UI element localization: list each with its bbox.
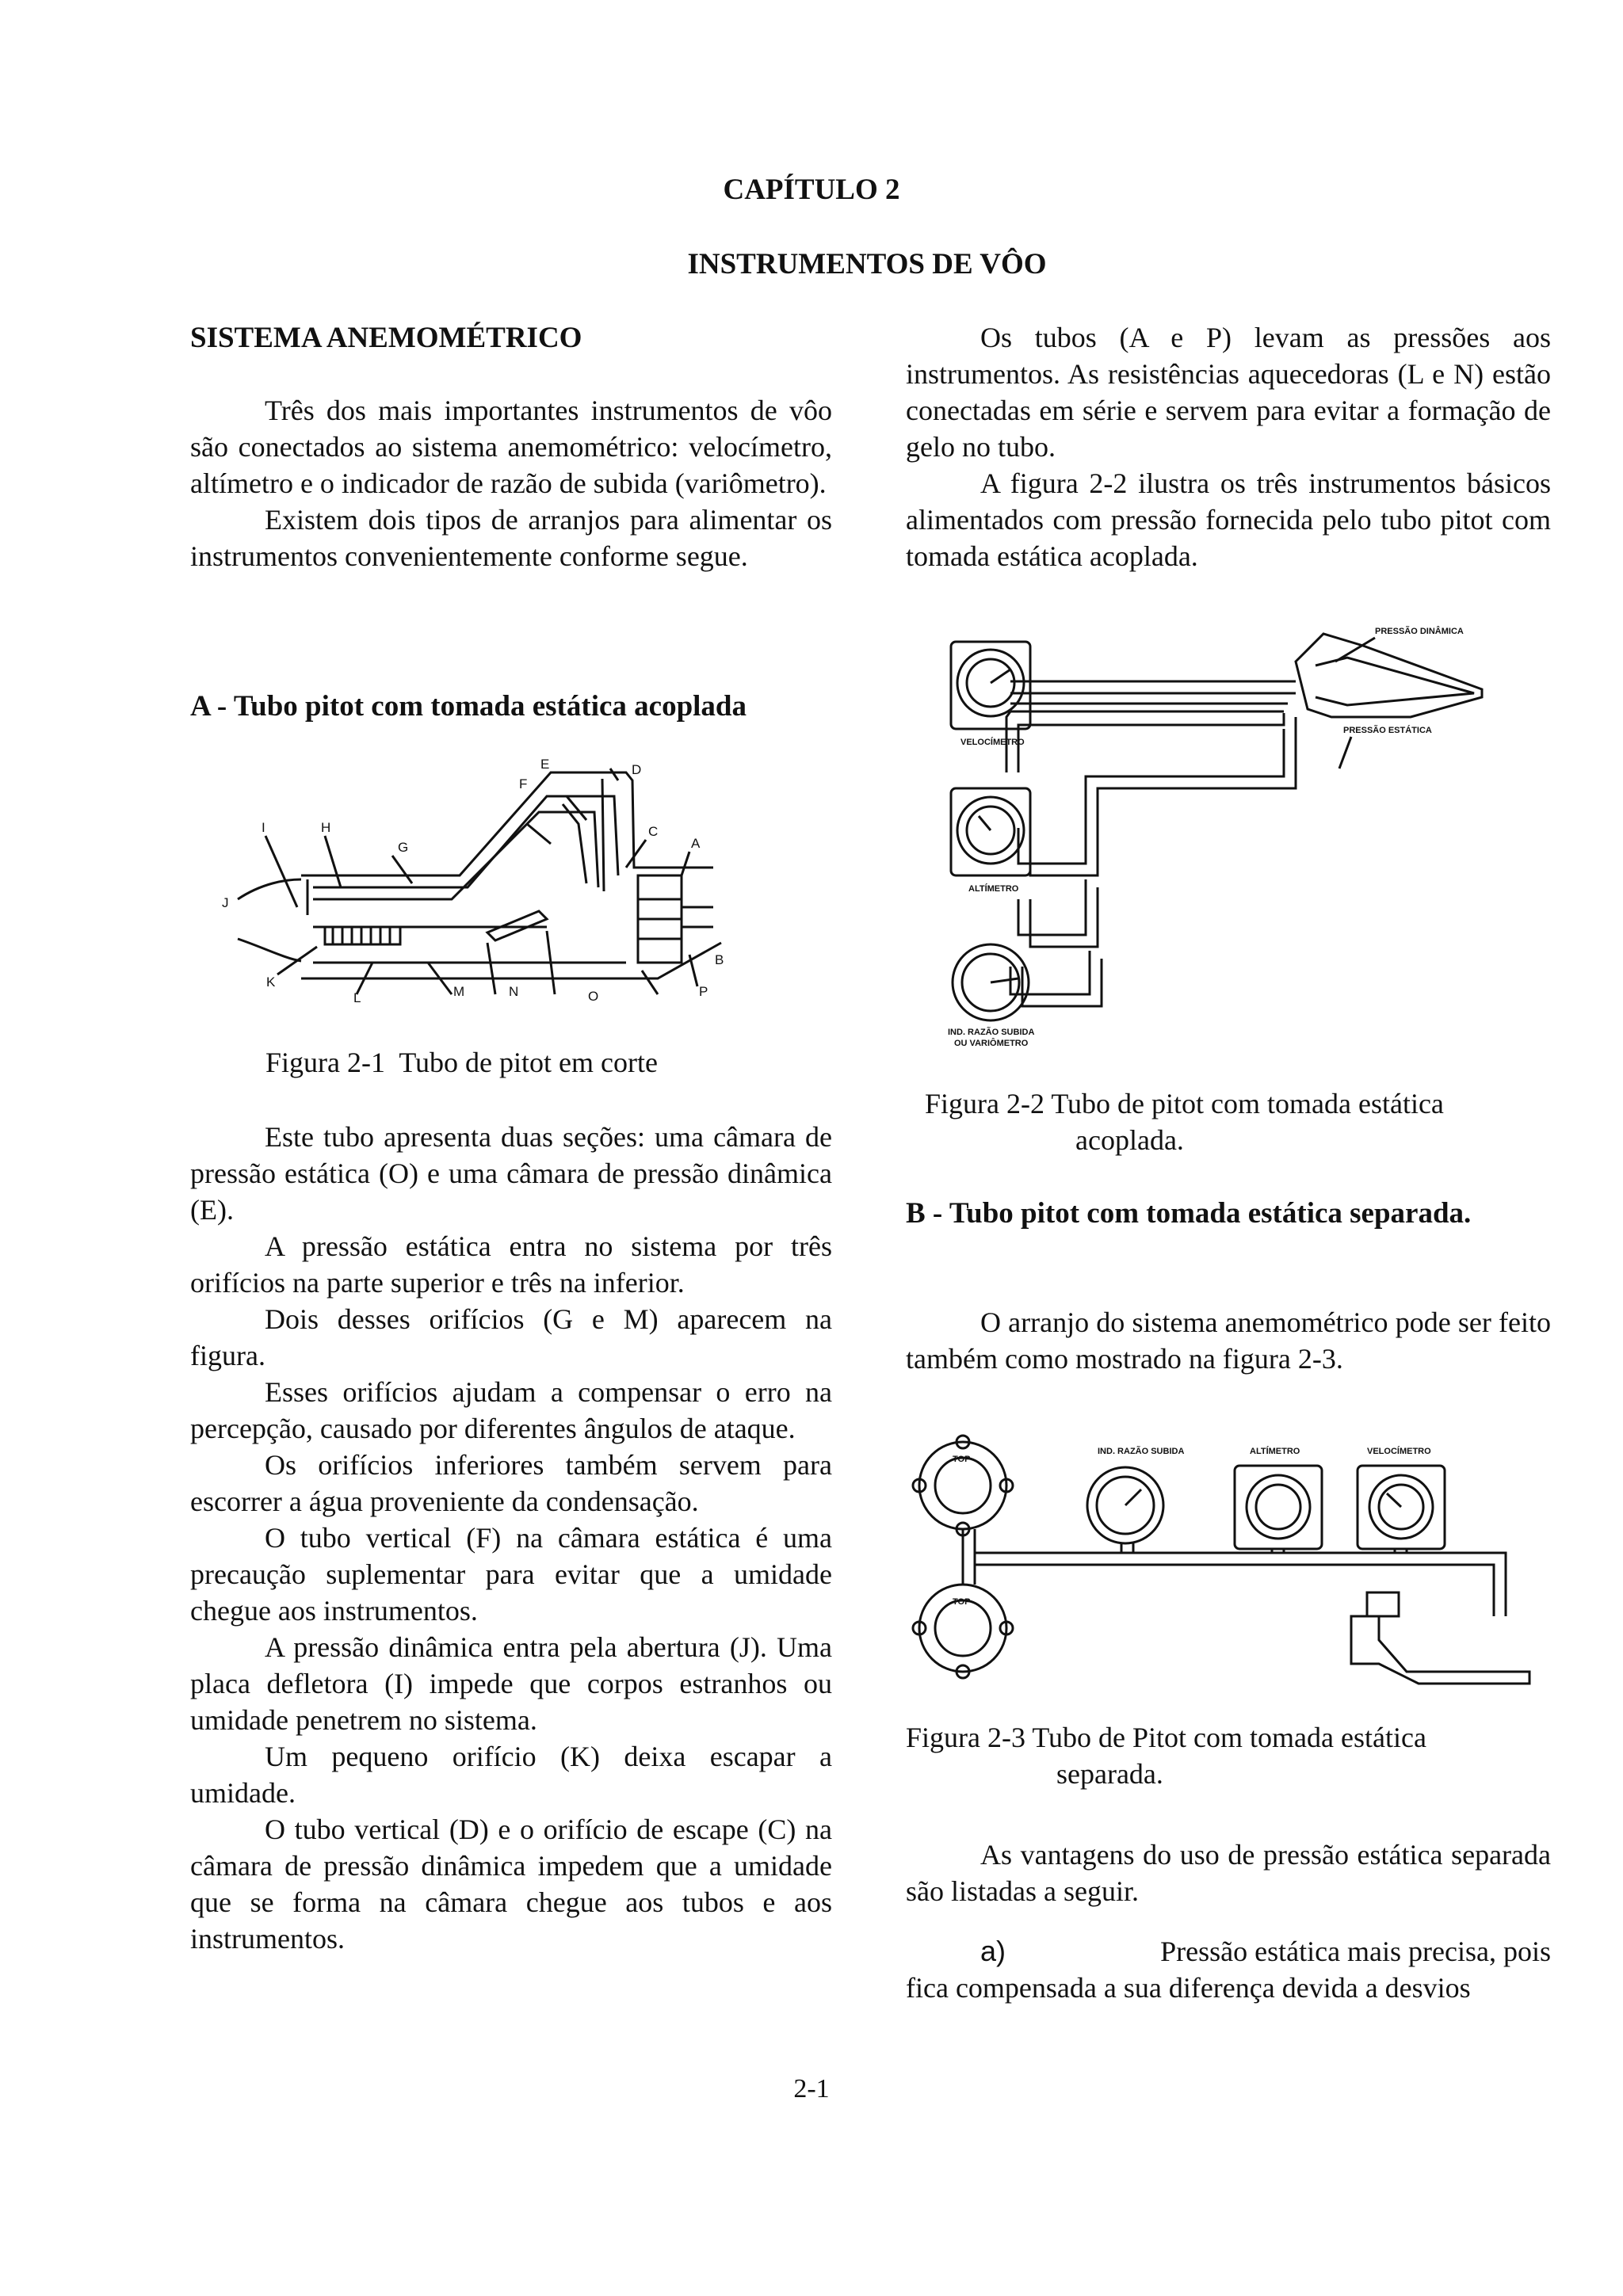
intro-paragraph-2: Existem dois tipos de arranjos para alimentar os instrumentos convenientemente conforme segue.	[190, 504, 832, 572]
fig3-label-top-1: TOP	[953, 1455, 971, 1464]
fig3-label-velocimetro: VELOCÍMETRO	[1367, 1447, 1431, 1456]
right-intro-text	[906, 319, 1551, 574]
fig1-label-O: O	[588, 989, 599, 1004]
body-paragraph: O tubo vertical (D) e o orifício de escape (C) na câmara de pressão dinâmica impedem que a umidade que se forma na câmara chegue aos tubos e aos instrumentos.	[190, 1814, 832, 1955]
fig1-label-A: A	[691, 836, 701, 851]
right-paragraph-1: Os tubos (A e P) levam as pressões aos instrumentos. As resistências aquecedoras (L e N) estão conectadas em série e servem para evitar a formação de gelo no tubo.	[906, 322, 1551, 463]
right-paragraph-4-text: As vantagens do uso de pressão estática separada são listadas a seguir.	[906, 1839, 1551, 1907]
figure-2-1-pitot-cutaway	[214, 749, 800, 1006]
fig1-label-N: N	[509, 984, 519, 999]
figure-2-2-caption-line-1: Figura 2-2 Tubo de pitot com tomada estática	[925, 1088, 1444, 1119]
fig2-label-ind-razao-2: OU VARIÔMETRO	[954, 1039, 1029, 1048]
fig1-label-M: M	[453, 984, 465, 999]
body-paragraph: A pressão estática entra no sistema por três orifícios na parte superior e três na inferior.	[190, 1230, 832, 1299]
advantages-list-item-a	[906, 1933, 1551, 2006]
left-body-text	[190, 1119, 832, 1957]
page-number: 2-1	[793, 2074, 830, 2103]
list-item-a-line-1: Pressão estática mais precisa, pois	[1160, 1936, 1551, 1967]
body-paragraph: Dois desses orifícios (G e M) aparecem na figura.	[190, 1303, 832, 1371]
figure-2-3-caption-line-1: Figura 2-3 Tubo de Pitot com tomada estática	[906, 1722, 1426, 1753]
fig2-label-altimetro: ALTÍMETRO	[968, 884, 1019, 894]
subheading-b: B - Tubo pitot com tomada estática separada.	[906, 1197, 1472, 1230]
section-heading: SISTEMA ANEMOMÉTRICO	[190, 322, 582, 354]
body-paragraph: A pressão dinâmica entra pela abertura (J). Uma placa defletora (I) impede que corpos estranhos ou umidade penetrem no sistema.	[190, 1631, 832, 1736]
intro-paragraph-1: Três dos mais importantes instrumentos de vôo são conectados ao sistema anemométrico: velocímetro, altímetro e o indicador de razão de subida (variômetro).	[190, 395, 832, 499]
fig3-label-top-2: TOP	[953, 1597, 971, 1607]
body-paragraph: Os orifícios inferiores também servem para escorrer a água proveniente da condensação.	[190, 1449, 832, 1517]
figure-2-3-separate-static-diagram	[903, 1426, 1553, 1719]
figure-2-3-caption-line-2: separada.	[1056, 1758, 1163, 1790]
fig1-label-J: J	[222, 895, 229, 910]
fig1-label-P: P	[699, 984, 708, 999]
fig1-label-D: D	[632, 762, 642, 777]
figure-2-2-caption-line-2: acoplada.	[1075, 1124, 1184, 1156]
fig2-label-velocimetro: VELOCÍMETRO	[960, 738, 1025, 747]
fig1-label-B: B	[715, 952, 724, 967]
body-paragraph: O tubo vertical (F) na câmara estática é uma precaução suplementar para evitar que a umidade chegue aos instrumentos.	[190, 1522, 832, 1627]
fig3-label-ind-razao: IND. RAZÃO SUBIDA	[1098, 1447, 1185, 1456]
fig1-label-H: H	[321, 820, 331, 835]
right-paragraph-3	[906, 1304, 1551, 1377]
fig1-label-E: E	[540, 757, 550, 772]
list-item-a-line-2: fica compensada a sua diferença devida a desvios	[906, 1972, 1471, 2004]
chapter-number: CAPÍTULO 2	[723, 174, 900, 206]
fig1-label-F: F	[519, 776, 528, 791]
body-paragraph: Este tubo apresenta duas seções: uma câmara de pressão estática (O) e uma câmara de pressão dinâmica (E).	[190, 1121, 832, 1226]
figure-2-1-caption: Figura 2-1 Tubo de pitot em corte	[265, 1047, 658, 1078]
body-paragraph: Esses orifícios ajudam a compensar o erro na percepção, causado por diferentes ângulos de ataque.	[190, 1376, 832, 1444]
right-paragraph-2: A figura 2-2 ilustra os três instrumentos básicos alimentados com pressão fornecida pelo tubo pitot com tomada estática acoplada.	[906, 467, 1551, 572]
fig1-label-K: K	[266, 974, 276, 990]
intro-text	[190, 392, 832, 574]
fig2-label-ind-razao-1: IND. RAZÃO SUBIDA	[948, 1028, 1035, 1037]
figure-2-2-instruments-diagram	[935, 618, 1506, 1050]
right-paragraph-3-text: O arranjo do sistema anemométrico pode ser feito também como mostrado na figura 2-3.	[906, 1306, 1551, 1375]
list-marker-a: a)	[980, 1935, 1006, 1967]
fig1-label-I: I	[262, 820, 265, 835]
subheading-a: A - Tubo pitot com tomada estática acoplada	[190, 690, 747, 723]
fig1-label-C: C	[648, 824, 659, 839]
fig1-label-L: L	[353, 990, 361, 1005]
chapter-title: INSTRUMENTOS DE VÔO	[687, 248, 1047, 280]
body-paragraph: Um pequeno orifício (K) deixa escapar a umidade.	[190, 1741, 832, 1809]
fig2-label-pressao-estatica: PRESSÃO ESTÁTICA	[1343, 726, 1432, 735]
right-paragraph-4	[906, 1836, 1551, 1909]
fig1-label-G: G	[398, 840, 409, 855]
fig2-label-pressao-dinamica: PRESSÃO DINÂMICA	[1375, 627, 1464, 636]
fig3-label-altimetro: ALTÍMETRO	[1250, 1447, 1300, 1456]
